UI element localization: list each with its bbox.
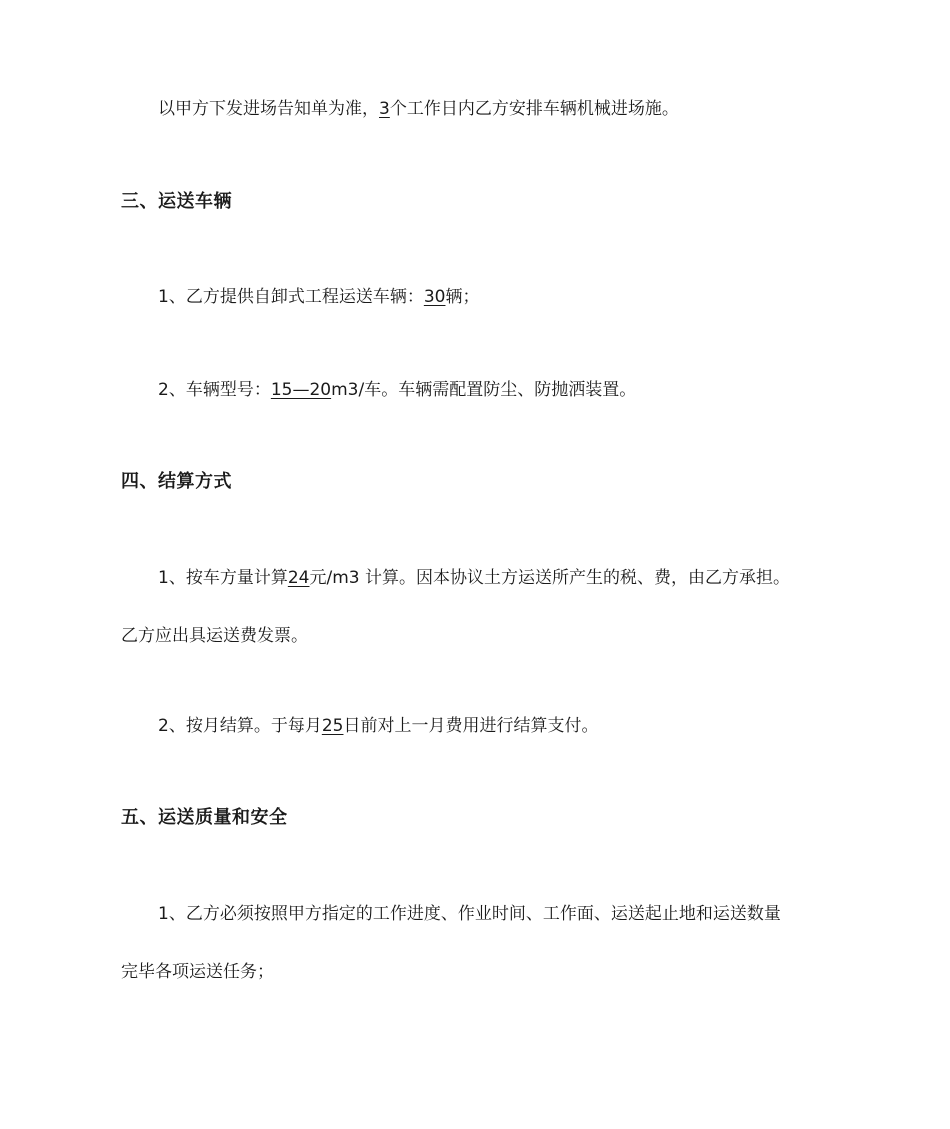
text-segment: 以甲方下发进场告知单为准，	[158, 99, 379, 119]
text-segment: 2、按月结算。于每月	[158, 716, 322, 736]
underlined-value-day-of-month: 25	[321, 716, 344, 736]
paragraph-entry-notice	[158, 97, 850, 121]
text-segment: 1、按车方量计算	[158, 568, 288, 588]
text-segment: 2、车辆型号：	[158, 380, 271, 400]
paragraph-vehicle-model	[158, 378, 850, 402]
paragraph-vehicle-count	[158, 285, 850, 309]
paragraph-pricing-continued: 乙方应出具运送费发票。	[121, 626, 308, 646]
section-heading-vehicles: 三、运送车辆	[121, 191, 232, 212]
text-segment: m3/车。车辆需配置防尘、防抛洒装置。	[331, 380, 637, 400]
text-segment: 辆；	[445, 287, 480, 307]
text-segment: 日前对上一月费用进行结算支付。	[343, 716, 599, 736]
underlined-value-vehicle-count: 30	[423, 287, 446, 307]
section-heading-quality-safety: 五、运送质量和安全	[121, 807, 288, 828]
underlined-value-capacity: 15—20	[270, 380, 332, 400]
paragraph-work-requirements: 1、乙方必须按照甲方指定的工作进度、作业时间、工作面、运送起止地和运送数量	[158, 904, 781, 924]
underlined-value-unit-price: 24	[287, 568, 310, 588]
underlined-value-days: 3	[379, 99, 390, 119]
text-segment: 元/m3 计算。因本协议土方运送所产生的税、费，由乙方承担。	[309, 568, 790, 588]
section-heading-settlement: 四、结算方式	[121, 471, 232, 492]
paragraph-work-requirements-continued: 完毕各项运送任务；	[121, 962, 274, 982]
paragraph-monthly-settlement	[158, 714, 850, 738]
paragraph-pricing	[158, 566, 850, 590]
text-segment: 1、乙方提供自卸式工程运送车辆：	[158, 287, 424, 307]
text-segment: 个工作日内乙方安排车辆机械进场施。	[389, 99, 679, 119]
